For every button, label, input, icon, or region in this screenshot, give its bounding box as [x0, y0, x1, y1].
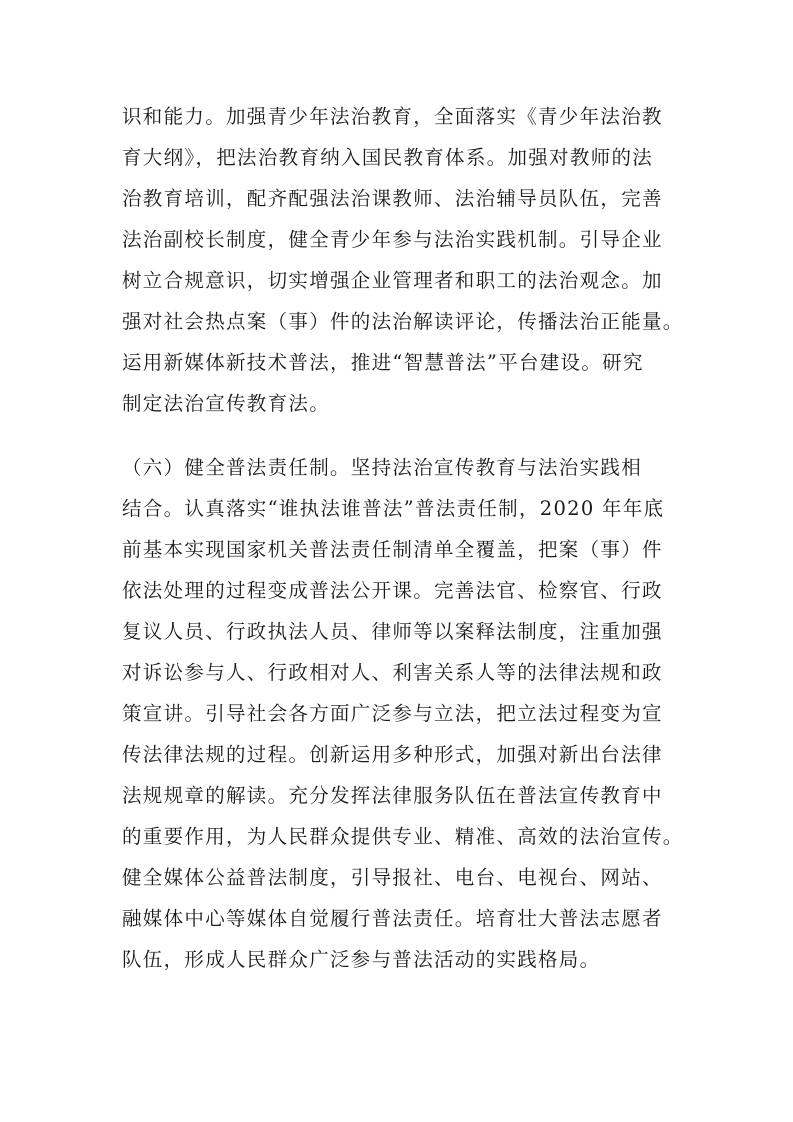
text-line: （六）健全普法责任制。坚持法治宣传教育与法治实践相	[122, 456, 643, 479]
text-line: 策宣讲。引导社会各方面广泛参与立法，把立法过程变为宣	[122, 702, 663, 725]
text-line: 运用新媒体新技术普法，推进“智慧普法”平台建设。研究	[122, 351, 644, 374]
text-line: 对诉讼参与人、行政相对人、利害关系人等的法律法规和政	[122, 661, 663, 684]
text-line: 法治副校长制度，健全青少年参与法治实践机制。引导企业	[122, 228, 663, 251]
text-line: 树立合规意识，切实增强企业管理者和职工的法治观念。加	[122, 269, 663, 292]
text-line: 强对社会热点案（事）件的法治解读评论，传播法治正能量。	[122, 310, 684, 333]
text-line: 健全媒体公益普法制度，引导报社、电台、电视台、网站、	[122, 866, 663, 889]
text-line: 治教育培训，配齐配强法治课教师、法治辅导员队伍，完善	[122, 187, 663, 210]
text-line: 前基本实现国家机关普法责任制清单全覆盖，把案（事）件	[122, 538, 663, 561]
text-line: 育大纲》，把法治教育纳入国民教育体系。加强对教师的法	[122, 146, 654, 169]
text-line: 制定法治宣传教育法。	[122, 392, 331, 415]
text-line: 复议人员、行政执法人员、律师等以案释法制度，注重加强	[122, 620, 663, 643]
text-line: 融媒体中心等媒体自觉履行普法责任。培育壮大普法志愿者	[122, 907, 663, 930]
text-line: 队伍，形成人民群众广泛参与普法活动的实践格局。	[122, 948, 601, 971]
text-line: 识和能力。加强青少年法治教育，全面落实《青少年法治教	[122, 105, 663, 128]
text-line: 的重要作用，为人民群众提供专业、精准、高效的法治宣传。	[122, 825, 684, 848]
text-line: 传法律法规的过程。创新运用多种形式，加强对新出台法律	[122, 743, 663, 766]
text-line: 法规规章的解读。充分发挥法律服务队伍在普法宣传教育中	[122, 784, 663, 807]
text-line: 结合。认真落实“谁执法谁普法”普法责任制，2020 年年底	[122, 497, 665, 520]
text-line: 依法处理的过程变成普法公开课。完善法官、检察官、行政	[122, 579, 663, 602]
